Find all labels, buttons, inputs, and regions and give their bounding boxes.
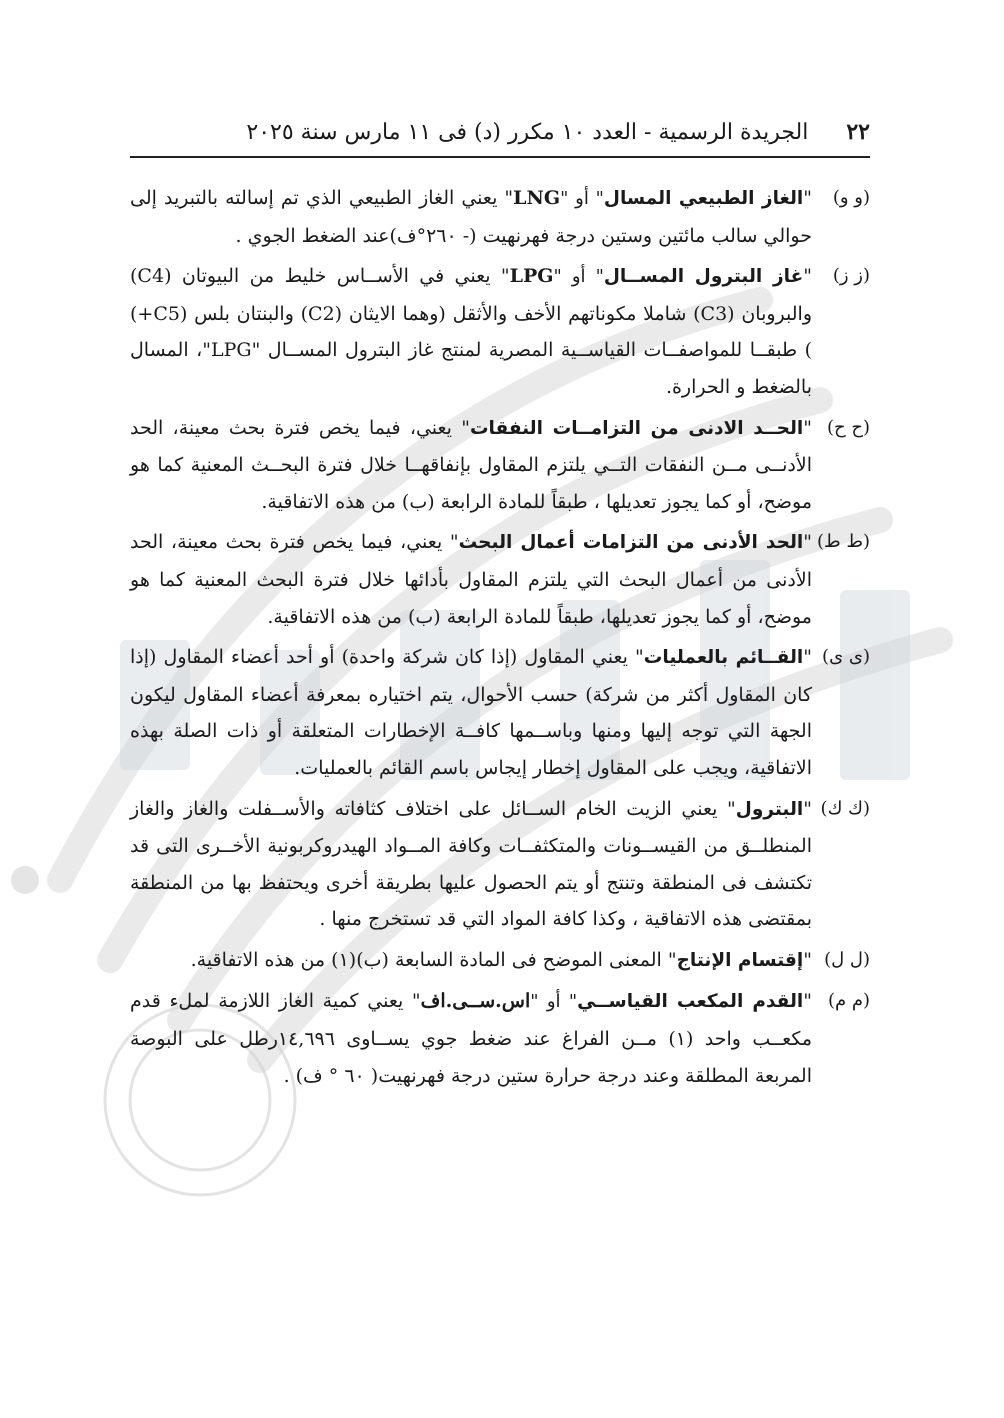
definition-label: (ل ل) <box>824 948 870 970</box>
definition-body: "القدم المكعب القياســي" أو "اس.ســى.اف" يعني كمية الغاز اللازمة لملء قدم مكعــب واحد (١) مــن الفراغ عند ضغط جوي يســاوى ١٤,٦٩٦رطل على البوصة المربعة المطلقة وعند درجة حرارة ستين درجة فهرنهيت( ٦٠ ° ف) . <box>130 990 812 1087</box>
definition-label: (م م) <box>827 990 870 1012</box>
definition-item <box>130 639 870 786</box>
definition-text: " المعنى الموضح فى المادة السابعة (ب)(١) من هذه الاتفاقية. <box>190 948 677 971</box>
definition-connector: " أو " <box>553 266 604 288</box>
definition-item <box>130 410 870 521</box>
definition-body: "الغاز الطبيعي المسال" أو "LNG" يعني الغاز الطبيعي الذي تم إسالته بالتبريد إلى حوالي سالب مائتين وستين درجة فهرنهيت (- ٢٦٠°ف)عند الضغط الجوي . <box>130 187 812 247</box>
definition-text: " يعني المقاول (إذا كان شركة واحدة) أو أحد أعضاء المقاول (إذا كان المقاول أكثر من شركة) حسب الأحوال، يتم اختياره بمعرفة أعضاء المقاول ليكون الجهة التي توجه إليها ومنها وباســمها كافــة الإخطارات المتعلقة أو ذات الصلة بهذه الاتفاقية، ويجب على المقاول إخطار إيجاس باسم القائم بالعمليات. <box>130 646 812 779</box>
definition-text: " يعني، فيما يخص فترة بحث معينة، الحد الأدنــى مــن النفقات التــي يلتزم المقاول بإنفاقهــا خلال فترة البحــث المعنية كما هو موضح، أو كما يجوز تعديلها ، طبقاً للمادة الرابعة (ب) من هذه الاتفاقية. <box>130 416 812 513</box>
definition-term: القدم المكعب القياســي <box>577 991 804 1013</box>
definition-item <box>130 524 870 635</box>
page-number: ٢٢ <box>846 119 870 145</box>
definition-item <box>130 791 870 938</box>
definition-term: القــائم بالعمليات <box>643 647 804 669</box>
definition-term: الحــد الادنى من التزامــات النفقات <box>469 417 804 439</box>
definition-body: "إقتسام الإنتاج" المعنى الموضح فى المادة السابعة (ب)(١) من هذه الاتفاقية. <box>190 948 812 971</box>
definition-body: "الحد الأدنى من التزامات أعمال البحث" يعني، فيما يخص فترة بحث معينة، الحد الأدنى من أعمال البحث التي يلتزم المقاول بأدائها خلال فترة البحث المعنية كما هو موضح، أو كما يجوز تعديلها، طبقاً للمادة الرابعة (ب) من هذه الاتفاقية. <box>130 531 812 628</box>
header-rule <box>130 156 870 158</box>
definition-body: "البترول" يعني الزيت الخام الســائل على اختلاف كثافاته والأســفلت والغاز والغاز المنطلــق من القيســونات والمتكثفــات وكافة المــواد الهيدروكربونية الأخــرى التى قد تكتشف فى المنطقة وتنتج أو يتم الحصول عليها بطريقة أخرى ويحتفظ بها من المنطقة بمقتضى هذه الاتفاقية ، وكذا كافة المواد التي قد تستخرج منها . <box>130 797 812 931</box>
definition-label: (و و) <box>832 187 870 208</box>
definition-item <box>130 983 870 1094</box>
definition-term: إقتسام الإنتاج <box>676 949 804 971</box>
definition-term: غاز البترول المســال <box>603 266 804 288</box>
definition-label: (ز ز) <box>832 265 870 287</box>
gazette-title: الجريدة الرسمية - العدد ١٠ مكرر (د) فى ١١ مارس سنة ٢٠٢٥ <box>246 119 809 145</box>
definition-label: (ك ك) <box>820 797 870 819</box>
definition-term: البترول <box>735 798 804 820</box>
definition-term-alt: LPG <box>509 265 554 288</box>
definition-body: "الحــد الادنى من التزامــات النفقات" يعني، فيما يخص فترة بحث معينة، الحد الأدنــى مــن النفقات التــي يلتزم المقاول بإنفاقهــا خلال فترة البحــث المعنية كما هو موضح، أو كما يجوز تعديلها ، طبقاً للمادة الرابعة (ب) من هذه الاتفاقية. <box>130 416 812 513</box>
definition-body: "غاز البترول المســال" أو "LPG" يعني في الأســاس خليط من البيوتان (C4) والبروبان (C3) شاملا مكوناتهم الأخف والأثقل (وهما الايثان (C2) والبنتان بلس (C5+) ) طبقــا للمواصفــات القياســية المصرية لمنتج غاز البترول المســال "LPG"، المسال بالضغط و الحرارة. <box>130 265 812 398</box>
definition-label: (ى ى) <box>822 646 870 668</box>
definition-text: " يعني الغاز الطبيعي الذي تم إسالته بالتبريد إلى حوالي سالب مائتين وستين درجة فهرنهيت (- ٢٦٠°ف)عند الضغط الجوي . <box>130 187 812 247</box>
page-header <box>130 112 870 152</box>
definition-item <box>130 942 870 980</box>
definition-body: "القــائم بالعمليات" يعني المقاول (إذا كان شركة واحدة) أو أحد أعضاء المقاول (إذا كان المقاول أكثر من شركة) حسب الأحوال، يتم اختياره بمعرفة أعضاء المقاول ليكون الجهة التي توجه إليها ومنها وباســمها كافــة الإخطارات المتعلقة أو ذات الصلة بهذه الاتفاقية، ويجب على المقاول إخطار إيجاس باسم القائم بالعمليات. <box>130 646 813 779</box>
definition-text: " يعني كمية الغاز اللازمة لملء قدم مكعــب واحد (١) مــن الفراغ عند ضغط جوي يســاوى ١٤,٦٩٦رطل على البوصة المربعة المطلقة وعند درجة حرارة ستين درجة فهرنهيت( ٦٠ ° ف) . <box>130 990 812 1087</box>
definition-item <box>130 180 870 254</box>
definition-text: " يعني في الأســاس خليط من البيوتان (C4) والبروبان (C3) شاملا مكوناتهم الأخف والأثقل (وهما الايثان (C2) والبنتان بلس (C5+) ) طبقــا للمواصفــات القياســية المصرية لمنتج غاز البترول المســال "LPG"، المسال بالضغط و الحرارة. <box>130 265 812 398</box>
definition-text: " يعني الزيت الخام الســائل على اختلاف كثافاته والأســفلت والغاز والغاز المنطلــق من القيســونات والمتكثفــات وكافة المــواد الهيدروكربونية الأخــرى التى قد تكتشف فى المنطقة وتنتج أو يتم الحصول عليها بطريقة أخرى ويحتفظ بها من المنطقة بمقتضى هذه الاتفاقية ، وكذا كافة المواد التي قد تستخرج منها . <box>130 797 812 931</box>
definition-connector: " أو " <box>530 991 578 1013</box>
definition-term-alt: اس.ســى.اف <box>420 990 531 1013</box>
definition-connector: " أو " <box>560 188 604 209</box>
definition-term-alt: LNG <box>513 187 561 209</box>
definition-term: الحد الأدنى من التزامات أعمال البحث <box>458 532 804 554</box>
definitions-list <box>130 180 870 1098</box>
definition-label: (ح ح) <box>826 416 870 438</box>
definition-text: " يعني، فيما يخص فترة بحث معينة، الحد الأدنى من أعمال البحث التي يلتزم المقاول بأدائها خلال فترة البحث المعنية كما هو موضح، أو كما يجوز تعديلها، طبقاً للمادة الرابعة (ب) من هذه الاتفاقية. <box>130 531 812 628</box>
definition-term: الغاز الطبيعي المسال <box>603 188 804 209</box>
definition-label: (ط ط) <box>816 531 870 553</box>
definition-item <box>130 258 870 405</box>
